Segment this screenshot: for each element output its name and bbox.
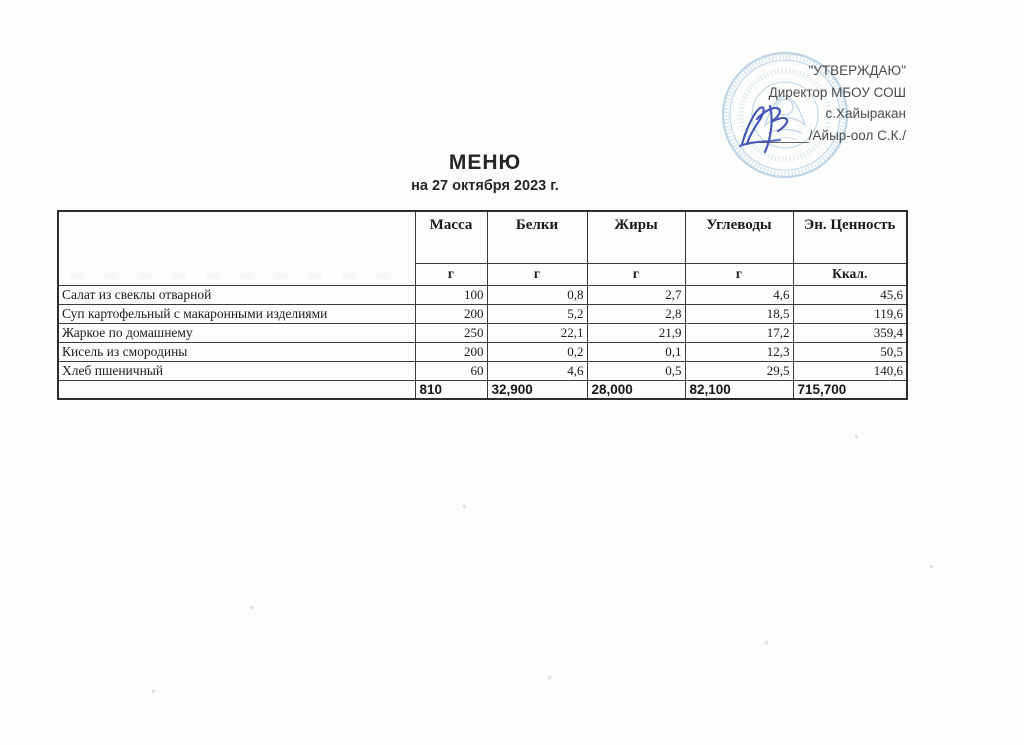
total-mass: 810 <box>415 380 487 399</box>
protein-value: 4,6 <box>487 361 587 380</box>
header-dish-empty-cell <box>58 211 415 285</box>
energy-value: 359,4 <box>793 323 907 342</box>
table-total-row <box>58 380 907 399</box>
protein-value: 22,1 <box>487 323 587 342</box>
approval-line-utverzhdayu: "УТВЕРЖДАЮ" <box>808 63 906 78</box>
dish-name: Суп картофельный с макаронными изделиями <box>58 304 415 323</box>
approval-line-village: с.Хайыракан <box>825 106 906 121</box>
unit-fat: г <box>587 263 685 285</box>
energy-value: 140,6 <box>793 361 907 380</box>
col-header-mass: Масса <box>415 211 487 263</box>
table-row <box>58 304 907 323</box>
carbs-value: 18,5 <box>685 304 793 323</box>
energy-value: 45,6 <box>793 285 907 304</box>
unit-carbs: г <box>685 263 793 285</box>
scan-speck <box>855 435 858 438</box>
carbs-value: 17,2 <box>685 323 793 342</box>
col-header-protein: Белки <box>487 211 587 263</box>
mass-value: 200 <box>415 304 487 323</box>
scan-speck <box>463 505 466 508</box>
scan-speck <box>765 641 768 644</box>
table-row <box>58 285 907 304</box>
unit-protein: г <box>487 263 587 285</box>
col-header-energy: Эн. Ценность <box>793 211 907 263</box>
scan-speck <box>152 690 155 693</box>
scan-speck <box>930 565 933 568</box>
table-header-row <box>58 211 907 263</box>
total-energy: 715,700 <box>793 380 907 399</box>
unit-energy: Ккал. <box>793 263 907 285</box>
mass-value: 250 <box>415 323 487 342</box>
col-header-fat: Жиры <box>587 211 685 263</box>
handwritten-signature <box>736 96 820 158</box>
fat-value: 0,5 <box>587 361 685 380</box>
menu-title: МЕНЮ <box>448 151 522 174</box>
scan-speck <box>250 606 253 609</box>
carbs-value: 4,6 <box>685 285 793 304</box>
mass-value: 60 <box>415 361 487 380</box>
dish-name: Кисель из смородины <box>58 342 415 361</box>
carbs-value: 29,5 <box>685 361 793 380</box>
dish-name: Хлеб пшеничный <box>58 361 415 380</box>
carbs-value: 12,3 <box>685 342 793 361</box>
approval-line-director: Директор МБОУ СОШ <box>768 84 906 100</box>
fat-value: 0,1 <box>587 342 685 361</box>
protein-value: 0,8 <box>487 285 587 304</box>
energy-value: 119,6 <box>793 304 907 323</box>
col-header-carbs: Углеводы <box>685 211 793 263</box>
protein-value: 5,2 <box>487 304 587 323</box>
dish-name: Салат из свеклы отварной <box>58 285 415 304</box>
approval-signature-line: ________/Айыр-оол С.К./ <box>748 127 906 143</box>
unit-mass: г <box>415 263 487 285</box>
energy-value: 50,5 <box>793 342 907 361</box>
total-label-empty-cell <box>58 380 415 399</box>
menu-date-subtitle: на 27 октября 2023 г. <box>411 178 559 194</box>
mass-value: 100 <box>415 285 487 304</box>
fat-value: 21,9 <box>587 323 685 342</box>
dish-name: Жаркое по домашнему <box>58 323 415 342</box>
fat-value: 2,8 <box>587 304 685 323</box>
scan-speck <box>548 676 551 679</box>
total-fat: 28,000 <box>587 380 685 399</box>
table-row <box>58 361 907 380</box>
fat-value: 2,7 <box>587 285 685 304</box>
mass-value: 200 <box>415 342 487 361</box>
total-carbs: 82,100 <box>685 380 793 399</box>
total-protein: 32,900 <box>487 380 587 399</box>
menu-table <box>57 210 908 400</box>
table-row <box>58 342 907 361</box>
table-row <box>58 323 907 342</box>
protein-value: 0,2 <box>487 342 587 361</box>
